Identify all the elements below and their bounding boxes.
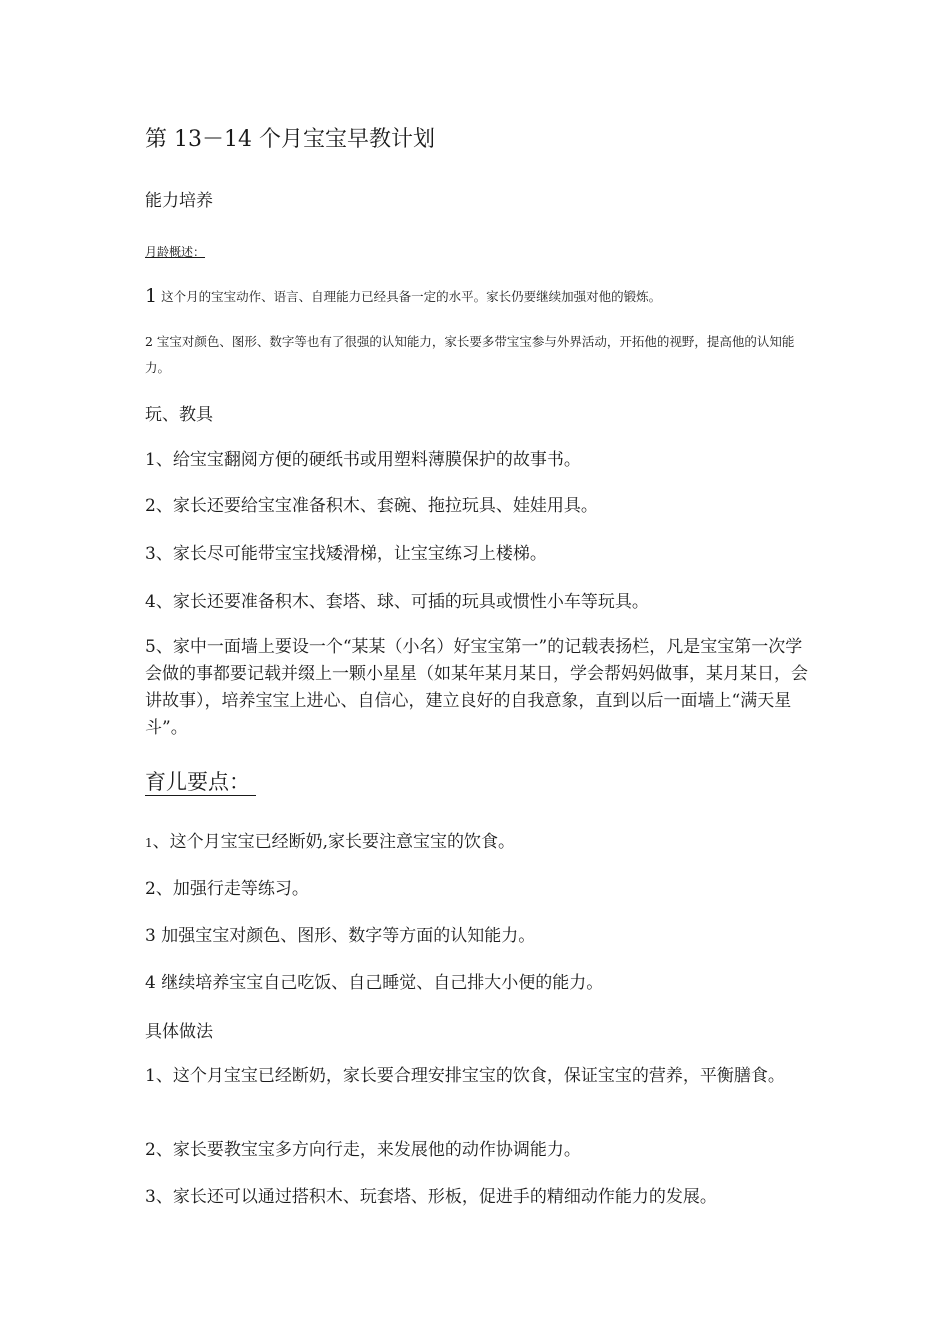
parenting-heading: 育儿要点： bbox=[145, 770, 250, 794]
ability-point-1-text: 这个月的宝宝动作、语言、自理能力已经具备一定的水平。家长仍要继续加强对他的锻炼。 bbox=[161, 289, 662, 304]
ability-point-2: 2 宝宝对颜色、图形、数字等也有了很强的认知能力，家长要多带宝宝参与外界活动，开拓他的视野，提高他的认知能力。 bbox=[145, 334, 795, 375]
parenting-item-3: 3 加强宝宝对颜色、图形、数字等方面的认知能力。 bbox=[145, 926, 536, 946]
overview-label: 月龄概述： bbox=[145, 245, 206, 259]
methods-item-3: 3、家长还可以通过搭积木、玩套塔、形板，促进手的精细动作能力的发展。 bbox=[145, 1187, 717, 1207]
toys-heading: 玩、教具 bbox=[145, 405, 213, 425]
methods-heading: 具体做法 bbox=[145, 1022, 213, 1042]
toys-item-3: 3、家长尽可能带宝宝找矮滑梯，让宝宝练习上楼梯。 bbox=[145, 544, 547, 564]
parenting-item-1-text: 、这个月宝宝已经断奶,家长要注意宝宝的饮食。 bbox=[152, 832, 516, 852]
toys-item-1: 1、给宝宝翻阅方便的硬纸书或用塑料薄膜保护的故事书。 bbox=[145, 450, 581, 470]
toys-item-5: 5、家中一面墙上要设一个“某某（小名）好宝宝第一”的记载表扬栏，凡是宝宝第一次学会做的事都要记载并缀上一颗小星星（如某年某月某日，学会帮妈妈做事，某月某日，会讲故事），培养宝宝上进心、自信心，建立良好的自我意象，直到以后一面墙上“满天星斗”。 bbox=[145, 637, 808, 738]
parenting-item-1-number: 1 bbox=[145, 836, 153, 850]
parenting-item-1 bbox=[145, 827, 815, 852]
toys-item-2: 2、家长还要给宝宝准备积木、套碗、拖拉玩具、娃娃用具。 bbox=[145, 496, 598, 516]
heading-underline bbox=[145, 795, 256, 796]
methods-item-1: 1、这个月宝宝已经断奶，家长要合理安排宝宝的饮食，保证宝宝的营养，平衡膳食。 bbox=[145, 1066, 785, 1086]
parenting-item-4: 4 继续培养宝宝自己吃饭、自己睡觉、自己排大小便的能力。 bbox=[145, 973, 604, 993]
page-title: 第 13－14 个月宝宝早教计划 bbox=[145, 127, 435, 152]
toys-item-4: 4、家长还要准备积木、套塔、球、可插的玩具或惯性小车等玩具。 bbox=[145, 592, 649, 612]
ability-point-1 bbox=[145, 283, 815, 310]
methods-item-2: 2、家长要教宝宝多方向行走，来发展他的动作协调能力。 bbox=[145, 1140, 581, 1160]
ability-heading: 能力培养 bbox=[145, 191, 213, 211]
parenting-item-2: 2、加强行走等练习。 bbox=[145, 879, 309, 899]
ability-point-1-number: 1 bbox=[145, 285, 158, 307]
